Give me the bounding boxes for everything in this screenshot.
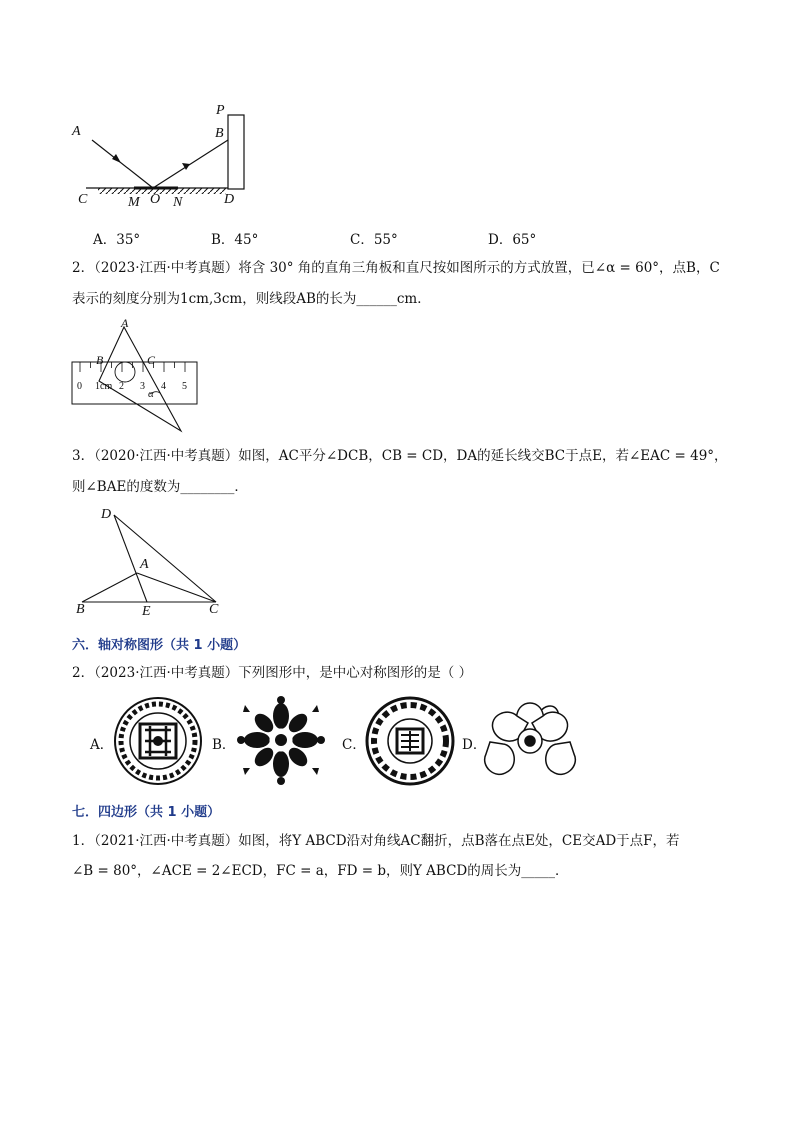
ruler-tick-3: 3 [140, 381, 145, 392]
fig1-label-o: O [150, 192, 161, 207]
ruler-tick-2: 2 [119, 381, 124, 392]
fig1-label-m: M [128, 195, 140, 210]
q3-line2: 则∠BAE的度数为________． [72, 479, 248, 495]
fig1-label-d: D [224, 192, 235, 207]
figure-a-seal [115, 698, 201, 784]
q2-line1: 2．（2023·江西·中考真题）将含 30° 角的直角三角板和直尺按如图所示的方式放置，已∠α = 60°，点B，C [72, 260, 720, 276]
ruler-tick-0: 0 [77, 381, 82, 392]
fig1-label-a: A [72, 124, 81, 139]
q3-label-c: C [209, 602, 219, 617]
s6-option-d: D． [462, 737, 487, 753]
figure-b-flower [237, 696, 325, 785]
ruler-tick-1: 1cm [95, 381, 113, 392]
fig1-label-b: B [215, 126, 224, 141]
q3-label-a: A [140, 557, 149, 572]
q3-label-b: B [76, 602, 85, 617]
figure-c-emblem [367, 698, 453, 784]
section-6-title: 六．轴对称图形（共 1 小题） [72, 638, 247, 653]
q3-label-e: E [142, 604, 151, 619]
option-c: C．55° [350, 232, 398, 248]
q3-label-d: D [101, 507, 112, 522]
s6-option-b: B． [212, 737, 236, 753]
option-a: A．35° [93, 232, 141, 248]
q3-line1: 3．（2020·江西·中考真题）如图，AC平分∠DCB，CB = CD，DA的延长线交BC于点E，若∠EAC = 49°， [72, 448, 728, 464]
q2-label-a: A [121, 316, 129, 330]
section-6-question: 2．（2023·江西·中考真题）下列图形中，是中心对称图形的是（ ） [72, 665, 473, 681]
section-7-line2: ∠B = 80°，∠ACE = 2∠ECD，FC = a，FD = b，则Y ABCD的周长为_____． [72, 863, 569, 879]
fig1-label-c: C [78, 192, 88, 207]
s6-option-c: C． [342, 737, 366, 753]
option-b: B．45° [211, 232, 259, 248]
fig1-label-n: N [173, 195, 183, 210]
figure-d-rose [485, 703, 576, 774]
q2-label-b: B [96, 353, 104, 367]
ruler-tick-4: 4 [161, 381, 166, 392]
q2-line2: 表示的刻度分别为1cm,3cm，则线段AB的长为______cm． [72, 291, 431, 307]
section-7-title: 七．四边形（共 1 小题） [72, 805, 221, 820]
ruler-tick-5: 5 [182, 381, 187, 392]
option-d: D．65° [488, 232, 537, 248]
s6-option-a: A． [90, 737, 114, 753]
section-7-line1: 1．（2021·江西·中考真题）如图，将Y ABCD沿对角线AC翻折，点B落在点E处，CE交AD于点F，若 [72, 833, 680, 849]
fig1-label-p: P [216, 103, 225, 118]
q2-label-alpha: α [148, 388, 154, 400]
q2-label-c: C [147, 353, 156, 367]
